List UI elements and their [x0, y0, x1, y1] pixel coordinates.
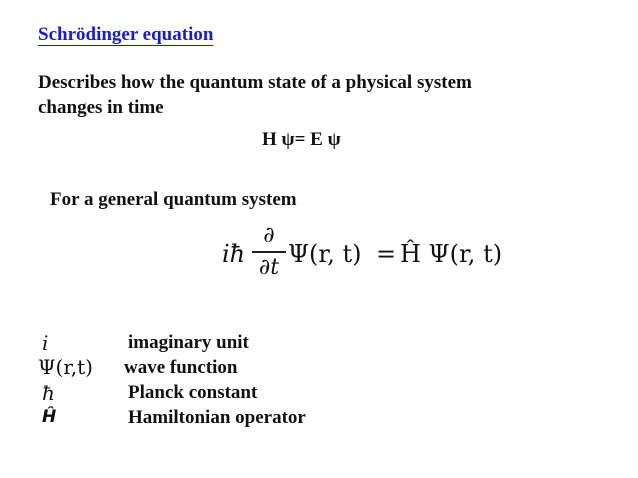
legend-symbol-psi: Ψ(r,t) [38, 355, 93, 379]
legend-description-hbar: Planck constant [128, 382, 258, 403]
legend-symbol-hamiltonian: Ĥ [42, 407, 57, 427]
general-system-label: For a general quantum system [50, 189, 297, 210]
fraction-numerator: ∂ [263, 223, 275, 248]
slide-title: Schrödinger equation [38, 24, 214, 45]
fraction-denominator: ∂t [258, 254, 280, 280]
legend-symbol-i: i [42, 331, 49, 355]
legend-symbol-hbar: ħ [42, 381, 55, 405]
legend-description-i: imaginary unit [128, 332, 249, 353]
legend-description-hamiltonian: Hamiltonian operator [128, 407, 306, 428]
equation-prefix: iħ [222, 240, 246, 268]
equation-rhs: Ĥ Ψ(r, t) [400, 240, 503, 268]
description-line-1: Describes how the quantum state of a physical system [38, 72, 472, 93]
description-line-2: changes in time [38, 97, 164, 118]
equation-lhs-function: Ψ(r, t) [288, 240, 362, 268]
equation-equals: = [376, 240, 397, 268]
legend-description-psi: wave function [124, 357, 238, 378]
simple-equation: H ψ= E ψ [262, 129, 341, 150]
partial-derivative-fraction [252, 224, 286, 280]
fraction-bar [252, 251, 286, 253]
